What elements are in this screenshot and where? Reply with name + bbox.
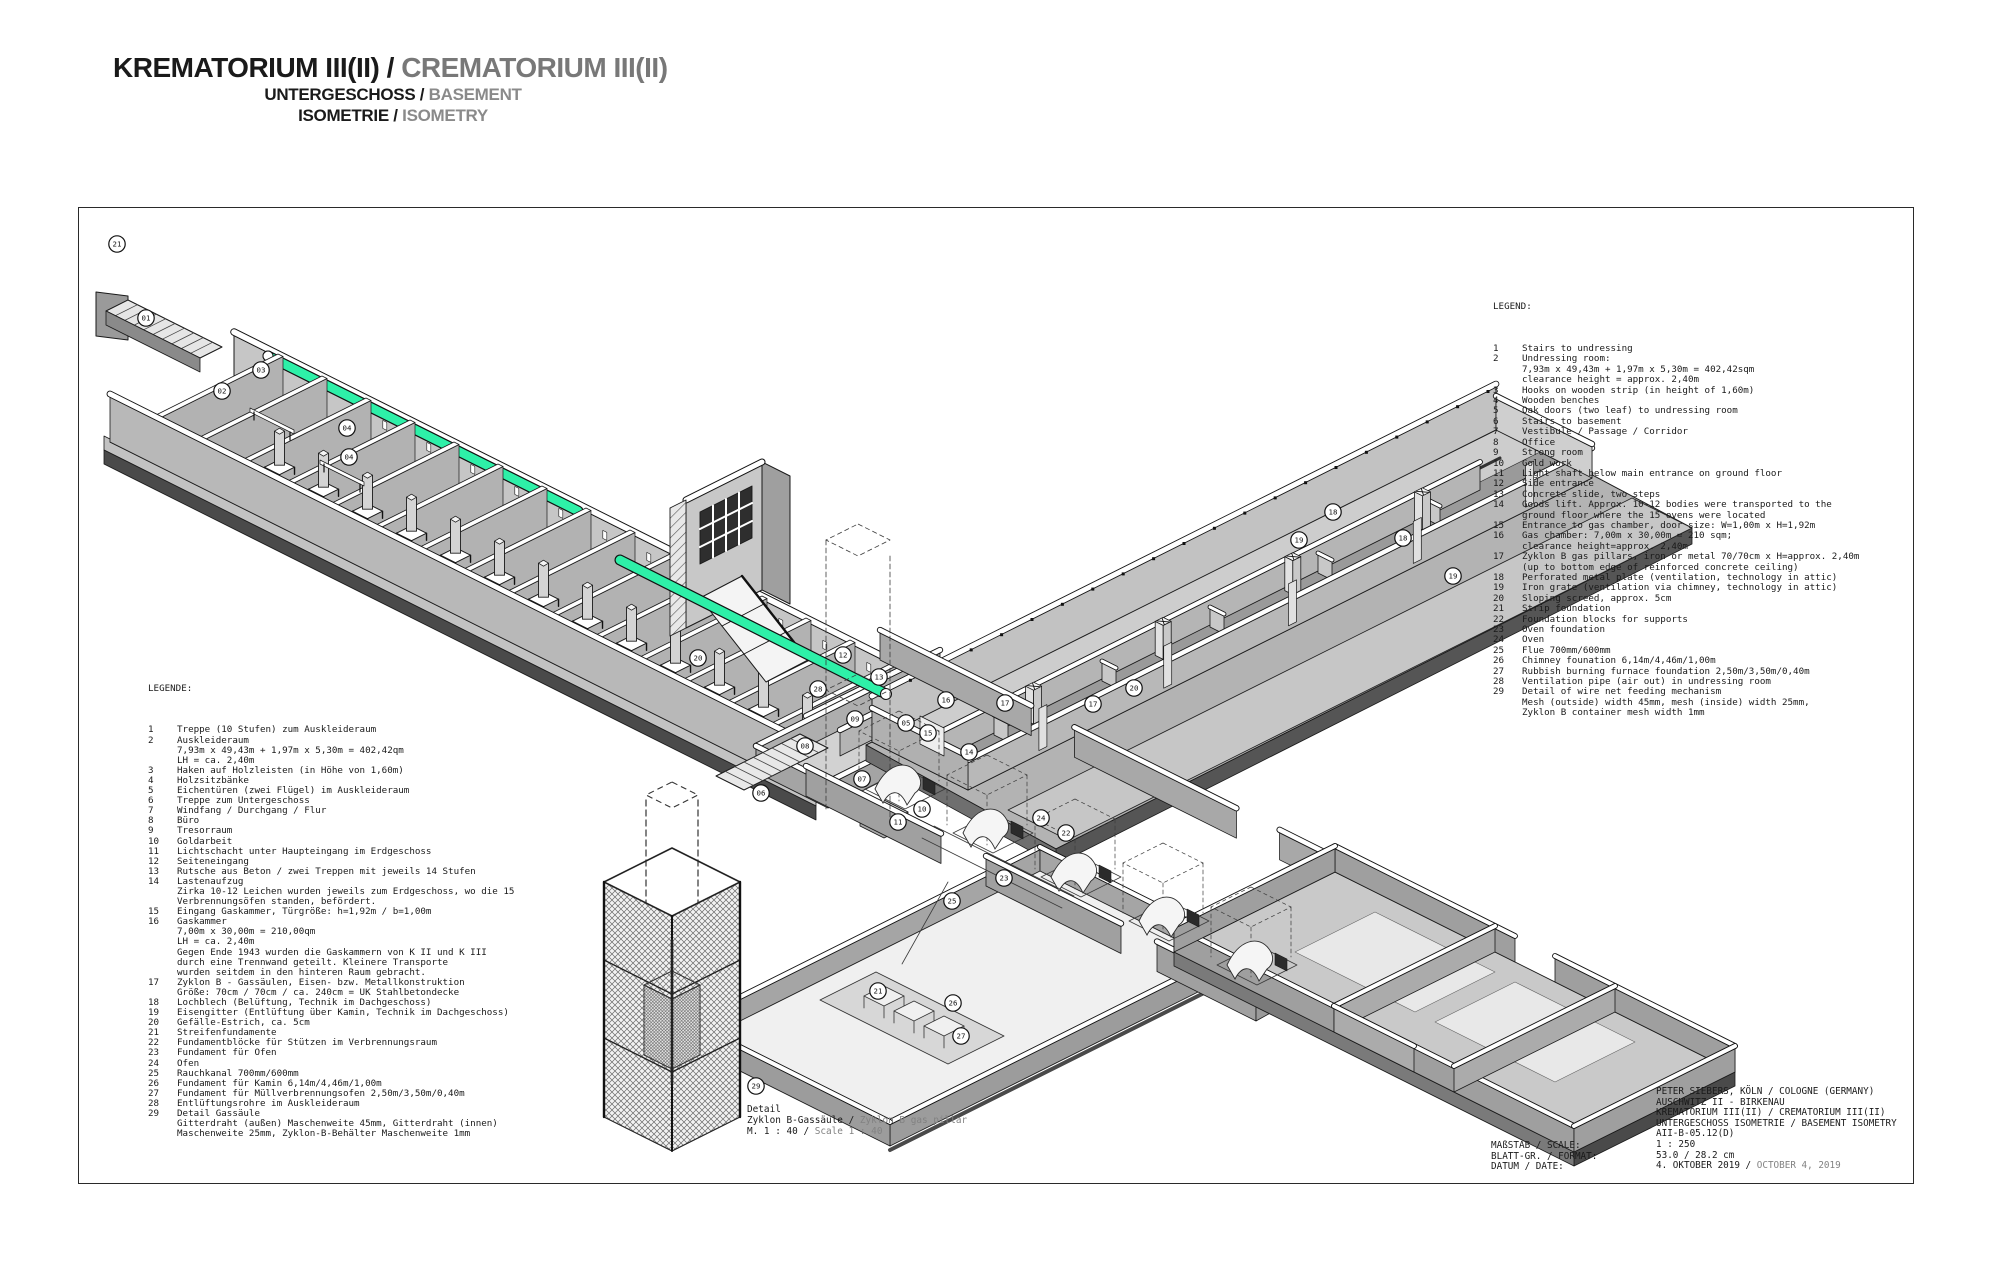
- svg-text:08: 08: [800, 741, 810, 751]
- marker-22: [1058, 825, 1074, 841]
- marker-17: [1085, 696, 1101, 712]
- marker-12: [835, 647, 851, 663]
- legend-item-text: Goods lift. Approx. 10-12 bodies were transported to the ground floor where the 15 ovens were located: [1522, 499, 1832, 521]
- legend-item-text: Vestibule / Passage / Corridor: [1522, 426, 1688, 438]
- legend-item-number: 19: [1493, 582, 1505, 594]
- legend-item-text: Eichentüren (zwei Flügel) im Auskleideraum: [177, 785, 410, 797]
- legend-item-number: 19: [148, 1007, 160, 1019]
- legend-item-number: 18: [148, 997, 160, 1008]
- legend-item-number: 18: [1493, 571, 1505, 583]
- legend-item: [1493, 531, 1859, 552]
- legend-item-number: 12: [148, 855, 160, 867]
- marker-07: [854, 771, 870, 787]
- legend-item-number: 24: [1493, 634, 1505, 646]
- legend-item-text: Entlüftungsrohre im Auskleideraum: [177, 1097, 360, 1109]
- legend-item-text: Lastenaufzug Zirka 10-12 Leichen wurden jeweils zum Erdgeschoss, wo die 15 Verbrennungsöfen standen, befördert.: [177, 875, 515, 908]
- marker-04: [339, 420, 355, 436]
- legend-item-text: Ventilation pipe (air out) in undressing room: [1522, 676, 1771, 688]
- marker-19: [1291, 532, 1307, 548]
- legend-item-text: Ofen: [177, 1057, 200, 1069]
- detail-caption-line2: Zyklon B-Gassäule / Zyklon B gas pillar: [747, 1115, 968, 1126]
- legend-item-number: 10: [1493, 457, 1505, 469]
- legend-item-text: Zyklon B - Gassäulen, Eisen- bzw. Metallkonstruktion Größe: 70cm / 70cm / ca. 240cm = UK Stahlbetondecke: [177, 976, 465, 998]
- svg-text:04: 04: [342, 423, 352, 433]
- marker-15: [920, 725, 936, 741]
- legend-item: [148, 806, 514, 816]
- svg-text:19: 19: [1448, 571, 1458, 581]
- building-line: KREMATORIUM III(II) / CREMATORIUM III(II): [1656, 1107, 1886, 1119]
- format-label: BLATT-GR. / FORMAT:: [1491, 1150, 1598, 1162]
- marker-20: [690, 650, 706, 666]
- detail-caption-line3: M. 1 : 40 / Scale 1 : 40: [747, 1126, 883, 1137]
- marker-21: [870, 983, 886, 999]
- legend-item-number: 27: [1493, 665, 1505, 677]
- drawing-number-line: AII-B-05.12(D): [1656, 1128, 1735, 1140]
- marker-20: [1126, 680, 1142, 696]
- scale-value: 1 : 250: [1656, 1138, 1696, 1150]
- legend-item-text: Eingang Gaskammer, Türgröße: h=1,92m / b=1,00m: [177, 906, 432, 918]
- marker-16: [938, 692, 954, 708]
- legend-item-number: 6: [148, 795, 154, 807]
- marker-18: [1395, 530, 1411, 546]
- svg-text:04: 04: [344, 452, 354, 462]
- format-value: 53.0 / 28.2 cm: [1656, 1149, 1735, 1161]
- legend-item: [1493, 687, 1859, 718]
- legend-german-items: [148, 725, 514, 1139]
- legend-item-number: 26: [1493, 655, 1505, 667]
- legend-item-number: 2: [148, 734, 154, 746]
- detail-caption: [747, 1104, 967, 1137]
- legend-item-number: 2: [1493, 353, 1499, 365]
- svg-text:13: 13: [874, 672, 884, 682]
- marker-01: [138, 310, 154, 326]
- marker-23: [996, 870, 1012, 886]
- date-value: 4. OKTOBER 2019 / OCTOBER 4, 2019: [1656, 1160, 1841, 1172]
- legend-item-text: Hooks on wooden strip (in height of 1,60m): [1522, 384, 1755, 396]
- legend-item-number: 26: [148, 1077, 160, 1089]
- svg-text:16: 16: [941, 695, 951, 705]
- legend-item: [1493, 625, 1859, 635]
- legend-item: [148, 917, 514, 978]
- legend-item-text: Chimney founation 6,14m/4,46m/1,00m: [1522, 655, 1716, 667]
- legend-item-number: 27: [148, 1087, 160, 1099]
- svg-text:29: 29: [751, 1081, 761, 1091]
- legend-item-text: Office: [1522, 436, 1556, 448]
- page-title: KREMATORIUM III(II) / CREMATORIUM III(II): [113, 52, 668, 83]
- site-line: AUSCHWITZ II - BIRKENAU: [1656, 1096, 1785, 1108]
- marker-02: [214, 383, 230, 399]
- legend-item-number: 14: [1493, 499, 1505, 511]
- svg-text:17: 17: [1000, 698, 1010, 708]
- legend-item-number: 21: [148, 1027, 160, 1039]
- marker-14: [961, 744, 977, 760]
- legend-item-number: 5: [148, 785, 154, 797]
- legend-item-number: 29: [148, 1108, 160, 1120]
- svg-text:11: 11: [893, 817, 903, 827]
- legend-item: [148, 978, 514, 998]
- legend-item-text: Treppe zum Untergeschoss: [177, 795, 310, 807]
- legend-item-number: 9: [1493, 447, 1499, 459]
- legend-item-number: 20: [1493, 592, 1505, 604]
- legend-item-text: Iron grate (ventilation via chimney, technology in attic): [1522, 582, 1838, 594]
- legend-item-number: 12: [1493, 478, 1505, 490]
- marker-18: [1325, 504, 1341, 520]
- legend-item-text: Foundation blocks for supports: [1522, 613, 1688, 625]
- legend-item-text: Treppe (10 Stufen) zum Auskleideraum: [177, 724, 377, 736]
- legend-item-text: Entrance to gas chamber, door size: W=1,00m x H=1,92m: [1522, 519, 1816, 531]
- legend-item-number: 28: [1493, 676, 1505, 688]
- legend-item-number: 3: [1493, 384, 1499, 396]
- svg-text:21: 21: [112, 239, 122, 249]
- legend-item: [148, 736, 514, 766]
- svg-text:20: 20: [693, 653, 703, 663]
- svg-text:02: 02: [217, 386, 227, 396]
- legend-item-text: Stairs to undressing: [1522, 343, 1633, 355]
- legend-item-text: Seiteneingang: [177, 855, 249, 867]
- legend-item-text: Gaskammer 7,00m x 30,00m = 210,00qm LH = ca. 2,40m Gegen Ende 1943 wurden die Gaskammern von K II und K III durch eine Trennwand geteilt. Kleinere Transporte wurden seitdem in den hinteren Raum gebracht.: [177, 916, 487, 978]
- legend-item-number: 25: [1493, 644, 1505, 656]
- title-block-values: [1656, 1087, 1897, 1172]
- legend-item: [148, 826, 514, 836]
- svg-text:18: 18: [1398, 533, 1408, 543]
- marker-04: [341, 449, 357, 465]
- svg-text:22: 22: [1061, 828, 1071, 838]
- marker-27: [953, 1028, 969, 1044]
- legend-german-heading: LEGENDE:: [148, 683, 193, 695]
- legend-item-text: Oven: [1522, 634, 1545, 646]
- legend-item-text: Light shaft below main entrance on ground floor: [1522, 467, 1782, 479]
- legend-item-number: 11: [148, 845, 160, 857]
- legend-item-number: 11: [1493, 467, 1505, 479]
- legend-item-text: Side entrance: [1522, 478, 1594, 490]
- svg-text:03: 03: [256, 365, 266, 375]
- legend-item-text: Fundament für Kamin 6,14m/4,46m/1,00m: [177, 1077, 382, 1089]
- legend-item-text: Haken auf Holzleisten (in Höhe von 1,60m): [177, 764, 404, 776]
- legend-item-number: 4: [148, 774, 154, 786]
- legend-item: [1493, 500, 1859, 521]
- marker-24: [1033, 810, 1049, 826]
- marker-05: [898, 715, 914, 731]
- svg-text:05: 05: [901, 718, 911, 728]
- svg-text:17: 17: [1088, 699, 1098, 709]
- legend-item-text: Detail of wire net feeding mechanism Mesh (outside) width 45mm, mesh (inside) width 25mm, Zyklon B container mesh width 1mm: [1522, 686, 1810, 719]
- date-label: DATUM / DATE:: [1491, 1161, 1564, 1173]
- legend-item: [148, 877, 514, 907]
- marker-19: [1445, 568, 1461, 584]
- legend-item-number: 6: [1493, 415, 1499, 427]
- legend-item-number: 4: [1493, 395, 1499, 407]
- legend-item-number: 1: [1493, 343, 1499, 355]
- legend-item-number: 3: [148, 764, 154, 776]
- marker-11: [890, 814, 906, 830]
- legend-item-text: Sloping screed, approx. 5cm: [1522, 592, 1672, 604]
- legend-item-text: Strip foundation: [1522, 603, 1611, 615]
- marker-29: [748, 1078, 764, 1094]
- legend-item-text: Undressing room: 7,93m x 49,43m + 1,97m x 5,30m = 402,42sqm clearance height = approx. 2,40m: [1522, 353, 1755, 386]
- legend-item: [1493, 552, 1859, 573]
- svg-text:06: 06: [756, 788, 766, 798]
- subtitle-floor: UNTERGESCHOSS / BASEMENT: [264, 85, 522, 104]
- legend-item-text: Lochblech (Belüftung, Technik im Dachgeschoss): [177, 997, 432, 1008]
- legend-item-number: 9: [148, 825, 154, 837]
- author-line: PETER SIEBERS, KÖLN / COLOGNE (GERMANY): [1656, 1086, 1875, 1097]
- legend-item-number: 21: [1493, 603, 1505, 615]
- legend-item-text: Concrete slide, two steps: [1522, 488, 1661, 500]
- legend-item-number: 17: [1493, 551, 1505, 563]
- marker-25: [944, 893, 960, 909]
- legend-item-number: 25: [148, 1067, 160, 1079]
- legend-item-number: 14: [148, 875, 160, 887]
- svg-text:19: 19: [1294, 535, 1304, 545]
- marker-08: [797, 738, 813, 754]
- title-block-labels: [1491, 1141, 1597, 1173]
- legend-item-text: Büro: [177, 815, 200, 827]
- svg-text:18: 18: [1328, 507, 1338, 517]
- legend-item-text: Gefälle-Estrich, ca. 5cm: [177, 1017, 310, 1029]
- svg-text:25: 25: [947, 896, 957, 906]
- legend-item-number: 13: [1493, 488, 1505, 500]
- legend-item-number: 1: [148, 724, 154, 736]
- legend-item: [1493, 354, 1859, 385]
- legend-item-text: Fundamentblöcke für Stützen im Verbrennungsraum: [177, 1037, 437, 1049]
- legend-item-number: 23: [148, 1047, 160, 1059]
- legend-item-text: Flue 700mm/600mm: [1522, 644, 1611, 656]
- marker-10: [914, 801, 930, 817]
- legend-item-text: Rauchkanal 700mm/600mm: [177, 1067, 299, 1079]
- legend-item-text: Auskleideraum 7,93m x 49,43m + 1,97m x 5,30m = 402,42qm LH = ca. 2,40m: [177, 734, 404, 766]
- legend-item-text: Fundament für Müllverbrennungsofen 2,50m/3,50m/0,40m: [177, 1087, 465, 1099]
- legend-english-heading: LEGEND:: [1493, 300, 1532, 312]
- marker-17: [997, 695, 1013, 711]
- legend-item-number: 5: [1493, 405, 1499, 417]
- legend-item-text: Lichtschacht unter Haupteingang im Erdgeschoss: [177, 845, 432, 857]
- legend-item-text: Streifenfundamente: [177, 1027, 277, 1039]
- legend-item-text: Gas chamber: 7,00m x 30,00m = 210 sqm; clearance height=approx. 2,40m: [1522, 530, 1733, 552]
- legend-item-number: 8: [1493, 436, 1499, 448]
- legend-item-number: 7: [1493, 426, 1499, 438]
- legend-item-number: 15: [1493, 519, 1505, 531]
- svg-text:27: 27: [956, 1031, 966, 1041]
- legend-item-text: Rutsche aus Beton / zwei Treppen mit jeweils 14 Stufen: [177, 865, 476, 877]
- subtitle-view: ISOMETRIE / ISOMETRY: [298, 106, 488, 125]
- legend-item: [1493, 448, 1859, 458]
- legend-item-text: Holzsitzbänke: [177, 774, 249, 786]
- marker-28: [810, 681, 826, 697]
- marker-03: [253, 362, 269, 378]
- legend-item-text: Windfang / Durchgang / Flur: [177, 805, 327, 817]
- svg-text:23: 23: [999, 873, 1009, 883]
- svg-text:14: 14: [964, 747, 974, 757]
- legend-item-number: 29: [1493, 686, 1505, 698]
- legend-item-number: 22: [148, 1037, 160, 1049]
- legend-item-text: Detail Gassäule Gitterdraht (außen) Maschenweite 45mm, Gitterdraht (innen) Maschenweite 25mm, Zyklon-B-Behälter Maschenweite 1mm: [177, 1108, 498, 1140]
- detail-caption-line1: Detail: [747, 1104, 781, 1115]
- legend-item-number: 16: [148, 916, 160, 928]
- legend-item-number: 15: [148, 906, 160, 918]
- svg-text:21: 21: [873, 986, 883, 996]
- drawing-name-line: UNTERGESCHOSS ISOMETRIE / BASEMENT ISOMETRY: [1656, 1117, 1897, 1129]
- legend-item-text: Stairs to basement: [1522, 415, 1622, 427]
- svg-text:15: 15: [923, 728, 933, 738]
- legend-english-items: [1493, 344, 1859, 719]
- legend-item-text: Fundament für Ofen: [177, 1047, 277, 1059]
- legend-item-number: 20: [148, 1017, 160, 1029]
- legend-item-text: Perforated metal plate (ventilation, technology in attic): [1522, 571, 1838, 583]
- legend-german: [148, 664, 514, 1149]
- legend-item-number: 17: [148, 976, 160, 988]
- legend-item-number: 23: [1493, 624, 1505, 635]
- svg-text:28: 28: [813, 684, 823, 694]
- marker-13: [871, 669, 887, 685]
- svg-text:09: 09: [850, 714, 860, 724]
- legend-item-text: Tresorraum: [177, 825, 233, 837]
- svg-text:24: 24: [1036, 813, 1046, 823]
- legend-item-text: Strong room: [1522, 447, 1583, 459]
- marker-21: [109, 236, 125, 252]
- legend-item-number: 8: [148, 815, 154, 827]
- legend-item-text: Oak doors (two leaf) to undressing room: [1522, 405, 1738, 417]
- legend-item-text: Gold work: [1522, 457, 1572, 469]
- legend-item-number: 22: [1493, 613, 1505, 625]
- svg-text:12: 12: [838, 650, 848, 660]
- marker-26: [945, 995, 961, 1011]
- svg-text:20: 20: [1129, 683, 1139, 693]
- scale-label: MAßSTAB / SCALE:: [1491, 1140, 1581, 1151]
- legend-item-text: Wooden benches: [1522, 395, 1600, 407]
- svg-text:01: 01: [141, 313, 151, 323]
- svg-text:10: 10: [917, 804, 927, 814]
- legend-item-number: 13: [148, 865, 160, 877]
- legend-item-number: 10: [148, 835, 160, 847]
- legend-item-number: 7: [148, 805, 154, 817]
- svg-text:07: 07: [857, 774, 867, 784]
- legend-item-text: Eisengitter (Entlüftung über Kamin, Technik im Dachgeschoss): [177, 1007, 509, 1019]
- legend-item: [148, 1109, 514, 1139]
- marker-06: [753, 785, 769, 801]
- legend-item: [148, 1048, 514, 1058]
- legend-item-number: 16: [1493, 530, 1505, 542]
- marker-09: [847, 711, 863, 727]
- legend-english: [1493, 281, 1859, 729]
- svg-text:26: 26: [948, 998, 958, 1008]
- legend-item-number: 24: [148, 1057, 160, 1069]
- legend-item-text: Oven foundation: [1522, 624, 1605, 635]
- legend-item-text: Goldarbeit: [177, 835, 233, 847]
- legend-item-text: Rubbish burning furnace foundation 2,50m/3,50m/0,40m: [1522, 665, 1810, 677]
- legend-item-text: Zyklon B gas pillars, iron or metal 70/70cm x H=approx. 2,40m (up to bottom edge of reinforced concrete ceiling): [1522, 551, 1860, 573]
- legend-item-number: 28: [148, 1097, 160, 1109]
